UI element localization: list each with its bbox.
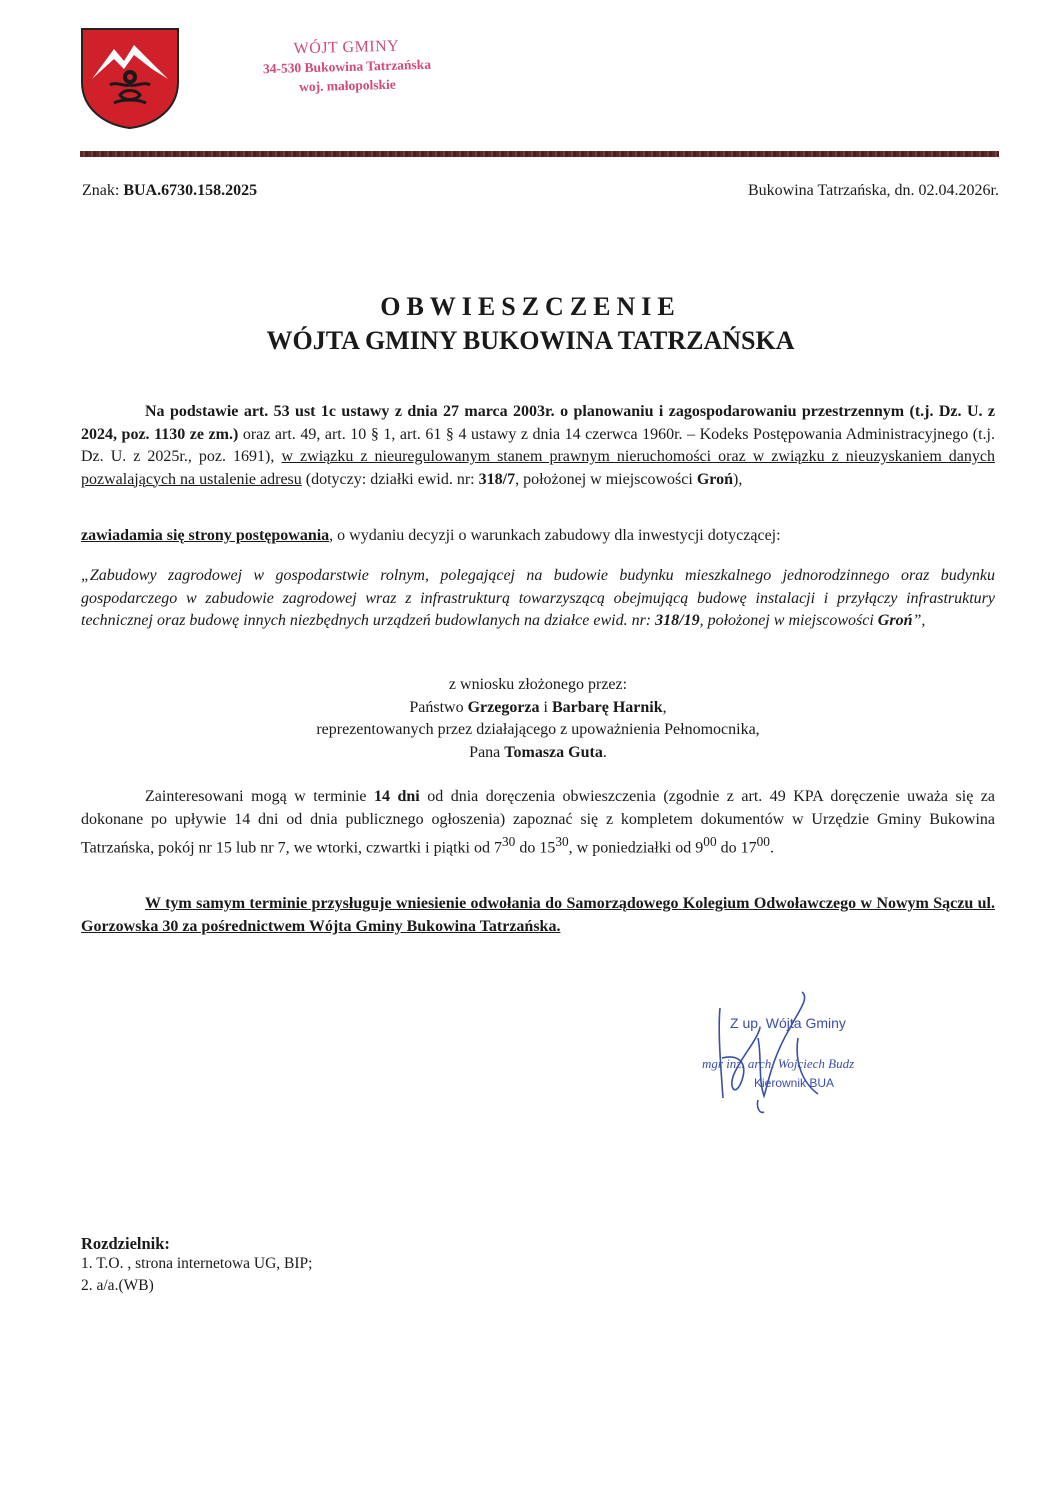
proxy-dot: .: [602, 743, 607, 761]
signature-line-1: Z up. Wójta Gminy: [730, 1015, 846, 1031]
investment-text-b: , położonej w miejscowości: [699, 612, 878, 629]
applicant-block: [81, 674, 995, 764]
header-divider: [80, 151, 999, 157]
investment-text: „Zabudowy zagrodowej w gospodarstwie rolnym, polegającej na budowie budynku mieszkalnego jednorodzinnego oraz budynku gospodarczego w zabudowie zagrodowej wraz z infrastrukturą towarzyszącą obejmującą budowę instalacji i przyłączy infrastruktury technicznej oraz budowę innych niezbędnych urządzeń budowlanych na działce ewid. nr:: [81, 567, 995, 629]
time-sup-c: 00: [703, 834, 717, 849]
stamp-line-1: WÓJT GMINY: [293, 37, 400, 58]
investment-plot-number: 318/19: [655, 612, 700, 629]
plot-number: 318/7: [478, 470, 516, 488]
applicant-line-2: [81, 697, 995, 720]
appeal-paragraph: W tym samym terminie przysługuje wniesienie odwołania do Samorządowego Kolegium Odwoławczego w Nowym Sączu ul. Gorzowska 30 za pośrednictwem Wójta Gminy Bukowina Tatrzańska.: [81, 895, 995, 935]
time-sup-d: 00: [756, 834, 770, 849]
ref-value: BUA.6730.158.2025: [123, 182, 258, 199]
inspection-text-f: .: [769, 839, 774, 857]
distribution-list: [81, 1253, 312, 1297]
notice-paragraph: [81, 525, 995, 548]
signature-scribble-icon: [719, 992, 818, 1112]
applicant-comma: ,: [662, 698, 667, 716]
inspection-text-d: , w poniedziałki od 9: [568, 839, 704, 857]
signature-stamp: [698, 988, 938, 1128]
applicant-conj: i: [539, 698, 552, 716]
stamp-line-2: 34-530 Bukowina Tatrzańska: [262, 56, 432, 77]
applicant-name-2: Barbarę Harnik: [551, 698, 663, 716]
proxy-name: Tomasza Guta: [504, 743, 603, 761]
inspection-text-e: do 17: [716, 839, 757, 857]
office-stamp: [235, 35, 458, 101]
reference-number: [82, 182, 257, 200]
list-item: 2. a/a.(WB): [81, 1277, 154, 1294]
locality-name: Groń: [696, 470, 733, 488]
legal-basis-bold: Na podstawie art. 53 ust 1c ustawy z dnia 27 marca 2003r. o planowaniu i zagospodarowaniu przestrzennym (t.j. Dz. U. z 2024, poz. 1130 ze zm.): [81, 403, 995, 443]
proxy-prefix: Pana: [469, 743, 505, 761]
applicant-line-3: reprezentowanych przez działającego z upoważnienia Pełnomocnika,: [316, 721, 760, 738]
legal-basis-text-b: (dotyczy: działki ewid. nr:: [301, 470, 479, 488]
time-sup-b: 30: [555, 834, 569, 849]
applicant-prefix: Państwo: [409, 698, 468, 716]
applicant-line-1: z wniosku złożonego przez:: [448, 676, 628, 693]
inspection-text-a: Zainteresowani mogą w terminie: [145, 788, 375, 805]
inspection-text-b: od dnia doręczenia obwieszczenia (zgodnie z art. 49 KPA doręczenie uważa się za dokonane po upływie 14 dni od dnia publicznego ogłoszenia) zapoznać się z kompletem dokumentów w Urzędzie Gminy Bukowina Tatrzańska, pokój nr 15 lub nr 7, we wtorki, czwartki i piątki od 7: [81, 788, 995, 857]
investment-locality: Groń: [877, 612, 913, 629]
document-date: Bukowina Tatrzańska, dn. 02.04.2026r.: [748, 182, 999, 199]
notice-text: , o wydaniu decyzji o warunkach zabudowy dla inwestycji dotyczącej:: [329, 527, 781, 544]
distribution-title: Rozdzielnik:: [81, 1234, 170, 1253]
list-item: 1. T.O. , strona internetowa UG, BIP;: [81, 1255, 313, 1272]
legal-basis-text: oraz art. 49, art. 10 § 1, art. 61 § 4 ustawy z dnia 14 czerwca 1960r. – Kodeks Postępowania Administracyjnego (t.j. Dz. U. z 2025r., poz. 1691),: [81, 425, 995, 465]
legal-basis-paragraph: [81, 401, 995, 491]
notice-bold: zawiadamia się strony postępowania: [81, 527, 330, 544]
investment-text-c: ”,: [912, 612, 926, 629]
legal-basis-underlined: w związku z nieuregulowanym stanem prawnym nieruchomości oraz w związku z nieuzyskaniem danych pozwalających na ustalenie adresu: [81, 448, 996, 488]
legal-basis-text-c: , położonej w miejscowości: [515, 470, 697, 488]
coat-of-arms-icon: [80, 27, 180, 129]
ref-label: Znak:: [82, 182, 120, 199]
applicant-line-4: [81, 742, 995, 765]
investment-description: [81, 565, 995, 633]
document-title: OBWIESZCZENIE: [380, 292, 681, 321]
document-subtitle: WÓJTA GMINY BUKOWINA TATRZAŃSKA: [266, 326, 795, 355]
signature-line-3: Kierownik BUA: [754, 1076, 835, 1090]
deadline-days: 14 dni: [374, 788, 420, 805]
inspection-paragraph: [81, 786, 995, 860]
time-sup-a: 30: [502, 834, 516, 849]
inspection-text-c: do 15: [515, 839, 556, 857]
applicant-name-1: Grzegorza: [467, 698, 540, 716]
legal-basis-text-d: ),: [732, 470, 743, 488]
stamp-line-3: woj. małopolskie: [298, 76, 397, 95]
signature-line-2: mgr inż. arch. Wojciech Budz: [702, 1056, 855, 1071]
